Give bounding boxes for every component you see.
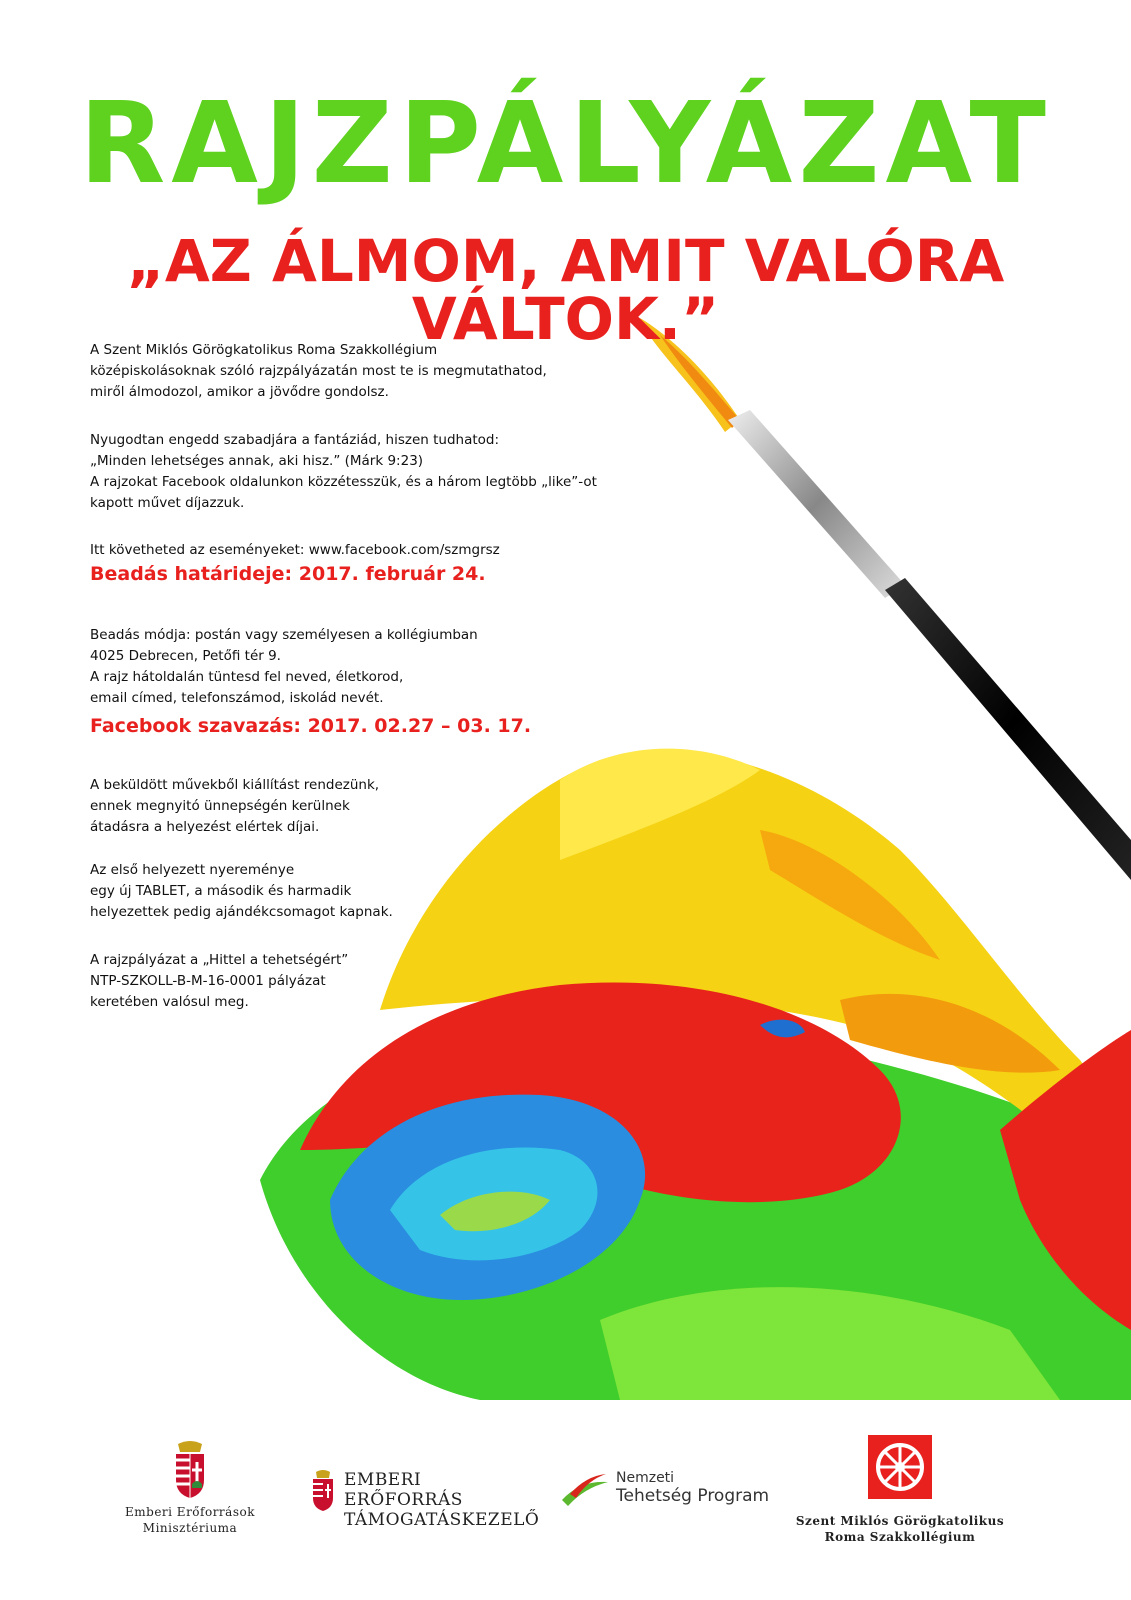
paragraph-line: Nyugodtan engedd szabadjára a fantáziád, hiszen tudhatod:	[90, 432, 500, 448]
submission-paragraph	[90, 625, 690, 709]
paragraph-line: kapott művet díjazzuk.	[90, 495, 245, 511]
coat-of-arms-icon	[310, 1470, 336, 1512]
paragraph-line: A rajzokat Facebook oldalunkon közzétesszük, és a három legtöbb „like”-ot	[90, 474, 597, 490]
prizes-line: Az első helyezett nyereménye	[90, 862, 295, 878]
poster-subtitle: „AZ ÁLMOM, AMIT VALÓRA VÁLTOK.”	[126, 227, 1005, 353]
fantasy-paragraph	[90, 430, 690, 514]
support-manager-line: EMBERI ERŐFORRÁS	[344, 1470, 463, 1510]
submission-line: 4025 Debrecen, Petőfi tér 9.	[90, 648, 281, 664]
follow-line	[90, 540, 690, 561]
intro-line: A Szent Miklós Görögkatolikus Roma Szakkollégium	[90, 342, 438, 358]
ministry-logo	[110, 1440, 270, 1536]
submission-line: A rajz hátoldalán tüntesd fel neved, életkorod,	[90, 669, 404, 685]
intro-line: középiskolásoknak szóló rajzpályázatán most te is megmutathatod,	[90, 363, 547, 379]
prizes-line: egy új TABLET, a második és harmadik	[90, 883, 352, 899]
funding-paragraph	[90, 950, 690, 1013]
college-name-line: Szent Miklós Görögkatolikus	[795, 1514, 1005, 1528]
paragraph-line: „Minden lehetséges annak, aki hisz.” (Márk 9:23)	[90, 453, 424, 469]
prizes-line: helyezettek pedig ajándékcsomagot kapnak.	[90, 904, 393, 920]
poster-title: RAJZPÁLYÁZAT	[79, 79, 1052, 209]
funding-line: keretében valósul meg.	[90, 994, 249, 1010]
sponsor-logos	[0, 1430, 1131, 1600]
voting-text: Facebook szavazás: 2017. 02.27 – 03. 17.	[90, 715, 532, 737]
support-manager-line: TÁMOGATÁSKEZELŐ	[344, 1510, 540, 1530]
college-name-line: Roma Szakkollégium	[824, 1530, 976, 1544]
follow-text: Itt követheted az eseményeket: www.facebook.com/szmgrsz	[90, 542, 500, 558]
funding-line: NTP-SZKOLL-B-M-16-0001 pályázat	[90, 973, 326, 989]
submission-line: email címed, telefonszámod, iskolád nevét.	[90, 690, 384, 706]
exhibition-line: átadásra a helyezést elértek díjai.	[90, 819, 320, 835]
college-logo	[790, 1435, 1010, 1545]
support-manager-logo	[310, 1470, 540, 1530]
ministry-name-line: Emberi Erőforrások	[125, 1505, 255, 1519]
hungarian-coat-of-arms-icon	[170, 1440, 210, 1500]
ministry-name-line: Minisztériuma	[142, 1521, 238, 1535]
exhibition-paragraph	[90, 775, 690, 838]
college-emblem-icon	[868, 1435, 932, 1499]
ntp-line: Nemzeti	[616, 1470, 675, 1486]
ntp-line: Tehetség Program	[616, 1486, 770, 1506]
prizes-paragraph	[90, 860, 690, 923]
submission-line: Beadás módja: postán vagy személyesen a kollégiumban	[90, 627, 478, 643]
intro-line: miről álmodozol, amikor a jövődre gondolsz.	[90, 384, 389, 400]
exhibition-line: A beküldött művekből kiállítást rendezünk,	[90, 777, 380, 793]
exhibition-line: ennek megnyitó ünnepségén kerülnek	[90, 798, 350, 814]
intro-paragraph	[90, 340, 690, 403]
ntp-logo	[560, 1470, 780, 1510]
ntp-swoosh-icon	[560, 1470, 610, 1510]
deadline-text: Beadás határideje: 2017. február 24.	[90, 563, 486, 585]
funding-line: A rajzpályázat a „Hittel a tehetségért”	[90, 952, 349, 968]
